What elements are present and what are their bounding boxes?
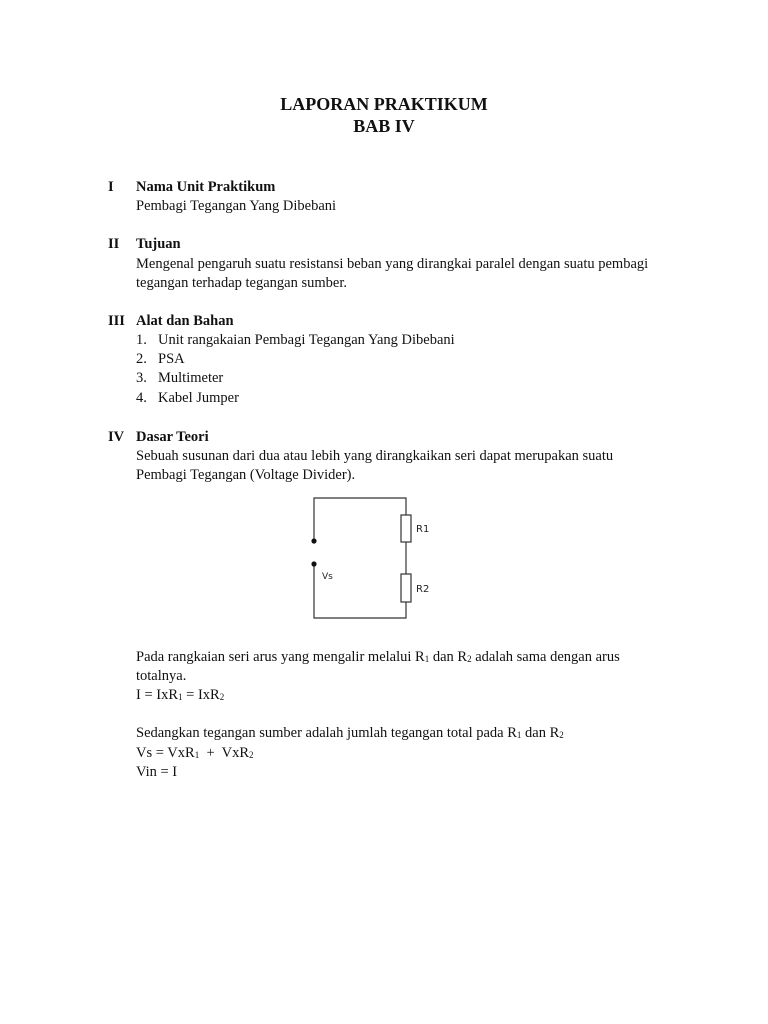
theory-paragraph: Pada rangkaian seri arus yang mengalir melalui $R_1$ dan $R_2$ adalah sama dengan arus (136, 649, 620, 665)
section-text: Pembagi Tegangan Yang Dibebani (136, 198, 337, 214)
section-text: Pembagi Tegangan (Voltage Divider). (136, 467, 356, 483)
section-heading: Tujuan (136, 236, 181, 252)
r2-label: R2 (416, 584, 430, 595)
voltage-divider-circuit (300, 490, 450, 625)
section-text: Sebuah susunan dari dua atau lebih yang dirangkaikan seri dapat merupakan suatu (136, 448, 614, 464)
document-subtitle: BAB IV (353, 116, 415, 136)
list-item: 3. Multimeter (136, 370, 224, 386)
resistor-r2 (401, 574, 411, 602)
vs-label: Vs (322, 572, 333, 582)
list-item: 1. Unit rangakaian Pembagi Tegangan Yang Dibebani (136, 332, 455, 348)
equation-vin: Vin = I (136, 764, 178, 780)
r1-label: R1 (416, 524, 430, 535)
terminal-dot-bottom (311, 561, 316, 566)
section-heading: Dasar Teori (136, 429, 209, 445)
section-number: II (108, 236, 120, 252)
section-heading: Alat dan Bahan (136, 313, 234, 329)
section-number: III (108, 313, 125, 329)
list-item: 2. PSA (136, 351, 185, 367)
equation-voltage: Vs = VxR$_1$ + VxR$_2$ (136, 745, 254, 761)
theory-paragraph: Sedangkan tegangan sumber adalah jumlah tegangan total pada $R_1$ dan $R_2$ (136, 725, 564, 741)
terminal-dot-top (311, 538, 316, 543)
section-heading: Nama Unit Praktikum (136, 179, 276, 195)
resistor-r1 (401, 515, 411, 542)
theory-paragraph-line2: totalnya. (136, 668, 187, 684)
section-text: Mengenal pengaruh suatu resistansi beban yang dirangkai paralel dengan suatu pembagi (136, 256, 649, 272)
section-text: tegangan terhadap tegangan sumber. (136, 275, 347, 291)
list-item: 4. Kabel Jumper (136, 390, 239, 406)
circuit-wire-top (314, 498, 406, 540)
section-number: I (108, 179, 114, 195)
equation-current: I = IxR$_1$ = IxR$_2$ (136, 687, 225, 703)
section-number: IV (108, 429, 125, 445)
document-title: LAPORAN PRAKTIKUM (280, 94, 488, 114)
